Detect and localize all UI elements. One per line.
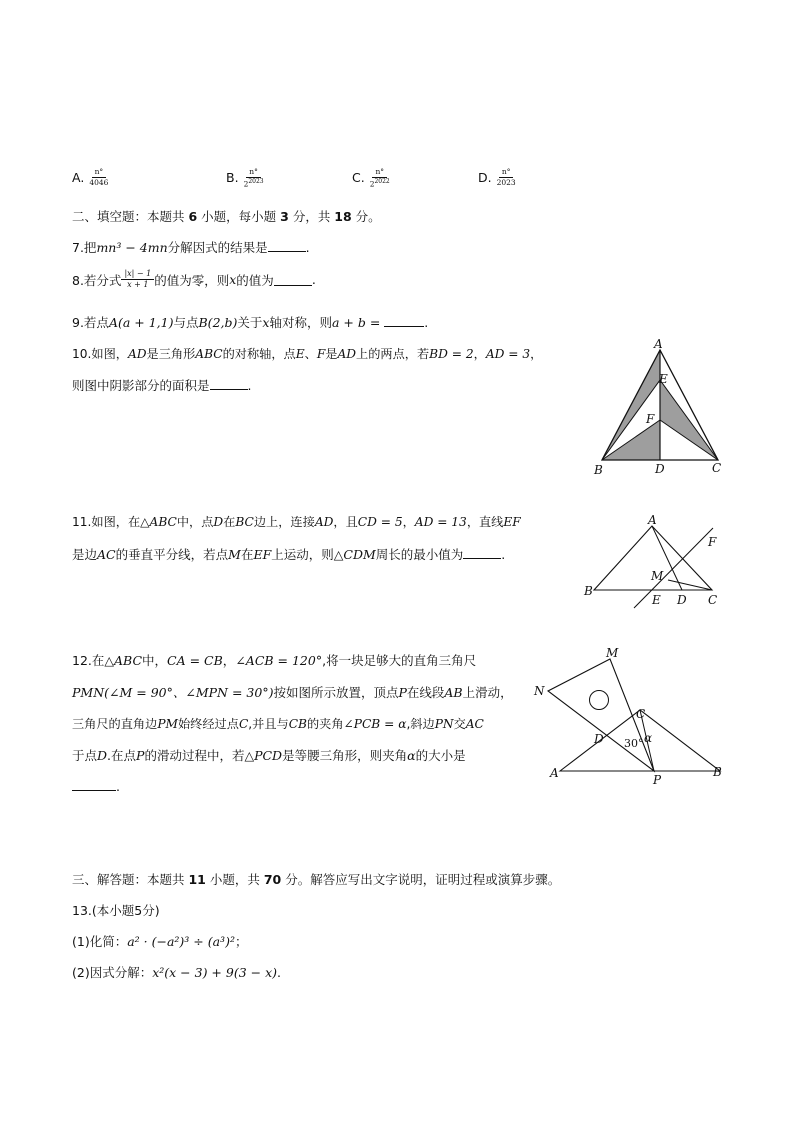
q12-pcd: △PCD (244, 748, 283, 763)
q12-text-a: 12.在 (72, 653, 105, 668)
choice-c[interactable] (352, 168, 390, 188)
q12-label-30-degrees: 30° (624, 737, 644, 750)
q11-cdm: △CDM (333, 547, 376, 562)
question-8 (72, 270, 316, 289)
q8-variable: x (229, 272, 237, 287)
q12-equality: CA = CB (167, 653, 223, 668)
q11-ad-value: AD = 13 (414, 515, 467, 529)
section-3-suffix: 分。解答应写出文字说明，证明过程或演算步骤。 (281, 872, 561, 887)
q11-label-m: M (651, 569, 664, 583)
q12-alpha: α (407, 748, 416, 763)
q10-ad: AD (127, 347, 147, 361)
q12-line4-d: 是等腰三角形，则夹角 (282, 748, 408, 763)
q12-ac: AC (465, 717, 484, 731)
q12-line3-d: 的夹角 (306, 717, 344, 731)
section-2-mid2: 分，共 (288, 209, 335, 224)
q11-d: D (213, 515, 224, 529)
q12-line2-d: 上滑动， (462, 685, 513, 700)
q11-answer-blank[interactable] (463, 546, 501, 559)
choice-d[interactable] (478, 168, 516, 186)
q9-text-c: 关于 (237, 315, 263, 330)
q12-label-p: P (653, 773, 662, 787)
q11-line-mc (668, 580, 712, 590)
q10-answer-blank[interactable] (210, 377, 248, 390)
q12-line3-e: ,斜边 (406, 717, 435, 731)
choice-c-den-base: 2 (369, 179, 375, 188)
q12-line2-c: 在线段 (406, 685, 445, 700)
section-2-points: 3 (280, 209, 289, 224)
choice-c-denominator (370, 178, 390, 188)
q10-label-d: D (655, 462, 665, 476)
q13-part-2-label: (2)因式分解： (72, 965, 153, 980)
q10-label-a: A (654, 338, 663, 351)
q9-end: . (424, 315, 429, 330)
q12-d: D (97, 748, 108, 763)
q12-sep: ， (222, 653, 236, 668)
q12-p: P (398, 685, 407, 700)
q10-e: E (295, 347, 305, 361)
q12-line4-b: .在点 (107, 748, 137, 763)
section-3-count: 11 (188, 872, 206, 887)
q12-end: . (116, 779, 120, 794)
q11-text-a: 11.如图，在 (72, 515, 141, 529)
choice-d-fraction (497, 168, 516, 186)
question-13-part-1 (72, 932, 247, 950)
q9-expression: a + b = (331, 315, 381, 330)
q12-label-c: C (636, 707, 646, 721)
choice-b-fraction (244, 168, 264, 188)
q9-text-d: 轴对称，则 (269, 315, 332, 330)
q12-cb: CB (288, 717, 307, 731)
q10-ad-2: AD (337, 347, 357, 361)
choice-a-fraction (89, 168, 108, 186)
q11-line2-b: 的垂直平分线，若点 (115, 547, 229, 562)
choice-d-numerator: n° (499, 168, 514, 178)
section-3-prefix: 三、解答题：本题共 (72, 872, 189, 887)
q10-comma: ， (473, 347, 486, 361)
q11-text-d: 边上，连接 (253, 515, 315, 529)
q12-text-b: 中， (142, 653, 168, 668)
q8-denominator: x + 1 (127, 280, 149, 289)
q12-pn: PN (434, 717, 454, 731)
q13-part-2-end: . (277, 965, 281, 980)
q12-angle: ∠ACB = 120° (235, 653, 323, 668)
section-2-suffix: 分。 (351, 209, 381, 224)
question-7 (72, 238, 310, 256)
q11-text-c: 在 (223, 515, 236, 529)
q11-cd: CD = 5 (357, 515, 403, 529)
q13-part-1-end: ； (234, 934, 248, 949)
q9-text-b: 与点 (173, 315, 199, 330)
q7-text-a: 7.把 (72, 240, 97, 255)
q11-m: M (228, 547, 241, 562)
choice-c-label: C. (352, 170, 365, 186)
q12-ab: AB (444, 685, 463, 700)
q10-line-2-text: 则图中阴影部分的面积是 (72, 378, 210, 393)
section-3-total: 70 (263, 872, 282, 887)
choice-c-numerator: n° (372, 168, 387, 178)
q13-part-1-expression: a² · (−a²)³ ÷ (a³)² (127, 934, 235, 949)
q12-line3-a: 三角尺的直角边 (72, 717, 158, 731)
section-2-mid1: 小题，每小题 (197, 209, 281, 224)
q10-text-c: 的对称轴，点 (222, 347, 296, 361)
q10-comma-2: ， (530, 347, 543, 361)
q12-line4-e: 的大小是 (415, 748, 466, 763)
q12-answer-blank[interactable] (72, 778, 116, 791)
q11-label-b: B (584, 584, 593, 598)
section-2-prefix: 二、填空题：本题共 (72, 209, 189, 224)
q12-line3-c: ,并且与 (248, 717, 289, 731)
q11-ad: AD (314, 515, 334, 529)
choice-c-den-exp: 2022 (374, 177, 390, 185)
q10-ad-value: AD = 3 (485, 347, 531, 361)
section-3-mid1: 小题，共 (205, 872, 264, 887)
question-13-part-2 (72, 963, 281, 981)
question-11-line-2 (72, 545, 505, 563)
q7-end: . (305, 240, 310, 255)
q11-triangle: △ABC (140, 515, 177, 529)
q9-axis: x (262, 315, 270, 330)
q11-label-f: F (708, 535, 717, 549)
q10-label-c: C (712, 461, 722, 475)
q10-text-a: 10.如图， (72, 347, 128, 361)
section-2-total: 18 (334, 209, 352, 224)
choice-b-denominator (244, 178, 264, 188)
q11-bc: BC (235, 515, 254, 529)
q12-set-square-hole (590, 691, 609, 710)
q13-part-1-label: (1)化简： (72, 934, 128, 949)
question-10-line-2 (72, 376, 252, 394)
q12-p-2: P (136, 748, 145, 763)
q12-text-c: ,将一块足够大的直角三角尺 (322, 653, 477, 668)
choice-a-label: A. (72, 169, 85, 185)
q9-answer-blank[interactable] (384, 314, 424, 327)
q10-text-e: 上的两点，若 (356, 347, 430, 361)
q10-bd: BD = 2 (429, 347, 474, 361)
q11-label-e: E (652, 593, 661, 607)
q12-line3-b: 始终经过点 (178, 717, 239, 731)
q12-line3-f: 交 (453, 717, 466, 731)
q9-point-a: A(a + 1,1) (108, 315, 174, 330)
q11-ef-2: EF (253, 547, 272, 562)
q11-line2-c: 在 (240, 547, 254, 562)
q12-pcb: ∠PCB = α (343, 717, 407, 731)
q11-line2-d: 上运动，则 (271, 547, 334, 562)
choice-b-den-exp: 2023 (248, 177, 264, 185)
q11-text-b: 中，点 (176, 515, 214, 529)
q10-end: . (247, 378, 252, 393)
q11-label-d: D (677, 593, 687, 607)
q11-line-ef (634, 528, 713, 608)
question-12-line-5 (72, 778, 120, 794)
q12-line2-b: 按如图所示放置，顶点 (273, 685, 399, 700)
question-11-line-1 (72, 513, 521, 530)
choice-c-fraction (370, 168, 390, 188)
choice-a-denominator: 4046 (89, 177, 109, 187)
choice-b-den-base: 2 (243, 179, 249, 188)
q7-text-b: 分解因式的结果是 (167, 240, 268, 255)
section-3-heading (72, 870, 560, 888)
q11-label-a: A (648, 513, 657, 527)
choice-b-label: B. (226, 170, 239, 186)
q12-label-n: N (534, 684, 545, 698)
q10-abc: ABC (195, 347, 223, 361)
q10-text-d: 是 (325, 347, 338, 361)
q12-c: C (238, 717, 249, 731)
choice-b-numerator: n° (246, 168, 261, 178)
q13-part-2-expression: x²(x − 3) + 9(3 − x) (152, 965, 278, 980)
question-9 (72, 313, 428, 331)
q8-answer-blank[interactable] (274, 273, 312, 286)
q11-text-e: ，且 (333, 515, 358, 529)
choice-a-numerator: n° (92, 168, 107, 178)
choice-d-label: D. (478, 169, 492, 185)
q12-line4-c: 的滑动过程中，若 (144, 748, 245, 763)
q9-text-a: 9.若点 (72, 315, 109, 330)
q11-ac: AC (97, 547, 116, 562)
section-2-heading (72, 207, 381, 225)
q11-line2-e: 周长的最小值为 (375, 547, 464, 562)
choice-d-denominator: 2023 (496, 177, 516, 187)
choice-a[interactable] (72, 168, 108, 186)
q11-ef: EF (503, 515, 521, 529)
q10-f: F (316, 347, 326, 361)
q12-label-alpha: α (644, 731, 653, 745)
q10-label-f: F (646, 412, 655, 426)
question-12-line-3 (72, 715, 484, 732)
question-12-line-4 (72, 746, 466, 764)
question-12-line-1 (72, 651, 476, 669)
question-13-title: 13.(本小题5分) (72, 903, 160, 918)
q12-label-a: A (550, 766, 559, 780)
q8-text-c: 的值为 (236, 272, 274, 288)
q11-line2-a: 是边 (72, 547, 98, 562)
q11-text-f: ，直线 (466, 515, 504, 529)
q12-label-m: M (606, 646, 619, 660)
q10-label-b: B (594, 463, 603, 477)
q10-sep: 、 (304, 347, 317, 361)
q12-label-d: D (594, 732, 604, 746)
q8-end: . (311, 272, 316, 287)
question-12-line-2 (72, 683, 513, 701)
q8-numerator: |x| − 1 (121, 270, 154, 280)
q10-label-e: E (659, 372, 668, 386)
q12-triangle: △ABC (104, 653, 143, 668)
q12-line4-a: 于点 (72, 748, 98, 763)
q12-label-b: B (713, 765, 722, 779)
q12-line2-a: PMN(∠M = 90°、∠MPN = 30°) (72, 685, 274, 700)
q10-figure (588, 338, 728, 480)
q11-sep: ， (402, 515, 415, 529)
q11-figure (578, 512, 728, 610)
question-10-line-1 (72, 345, 542, 362)
section-2-count: 6 (188, 209, 198, 224)
q8-text-b: 的值为零，则 (154, 272, 230, 288)
q12-figure (530, 645, 730, 787)
choice-b[interactable] (226, 168, 264, 188)
q11-end: . (501, 547, 506, 562)
q8-text-a: 8.若分式 (72, 272, 122, 288)
q7-expression: mn³ − 4mn (96, 240, 168, 255)
q10-text-b: 是三角形 (146, 347, 196, 361)
q11-label-c: C (708, 593, 718, 607)
q7-answer-blank[interactable] (268, 239, 306, 252)
q12-pm: PM (157, 717, 178, 731)
q9-point-b: B(2,b) (198, 315, 238, 330)
q8-fraction (121, 270, 154, 289)
